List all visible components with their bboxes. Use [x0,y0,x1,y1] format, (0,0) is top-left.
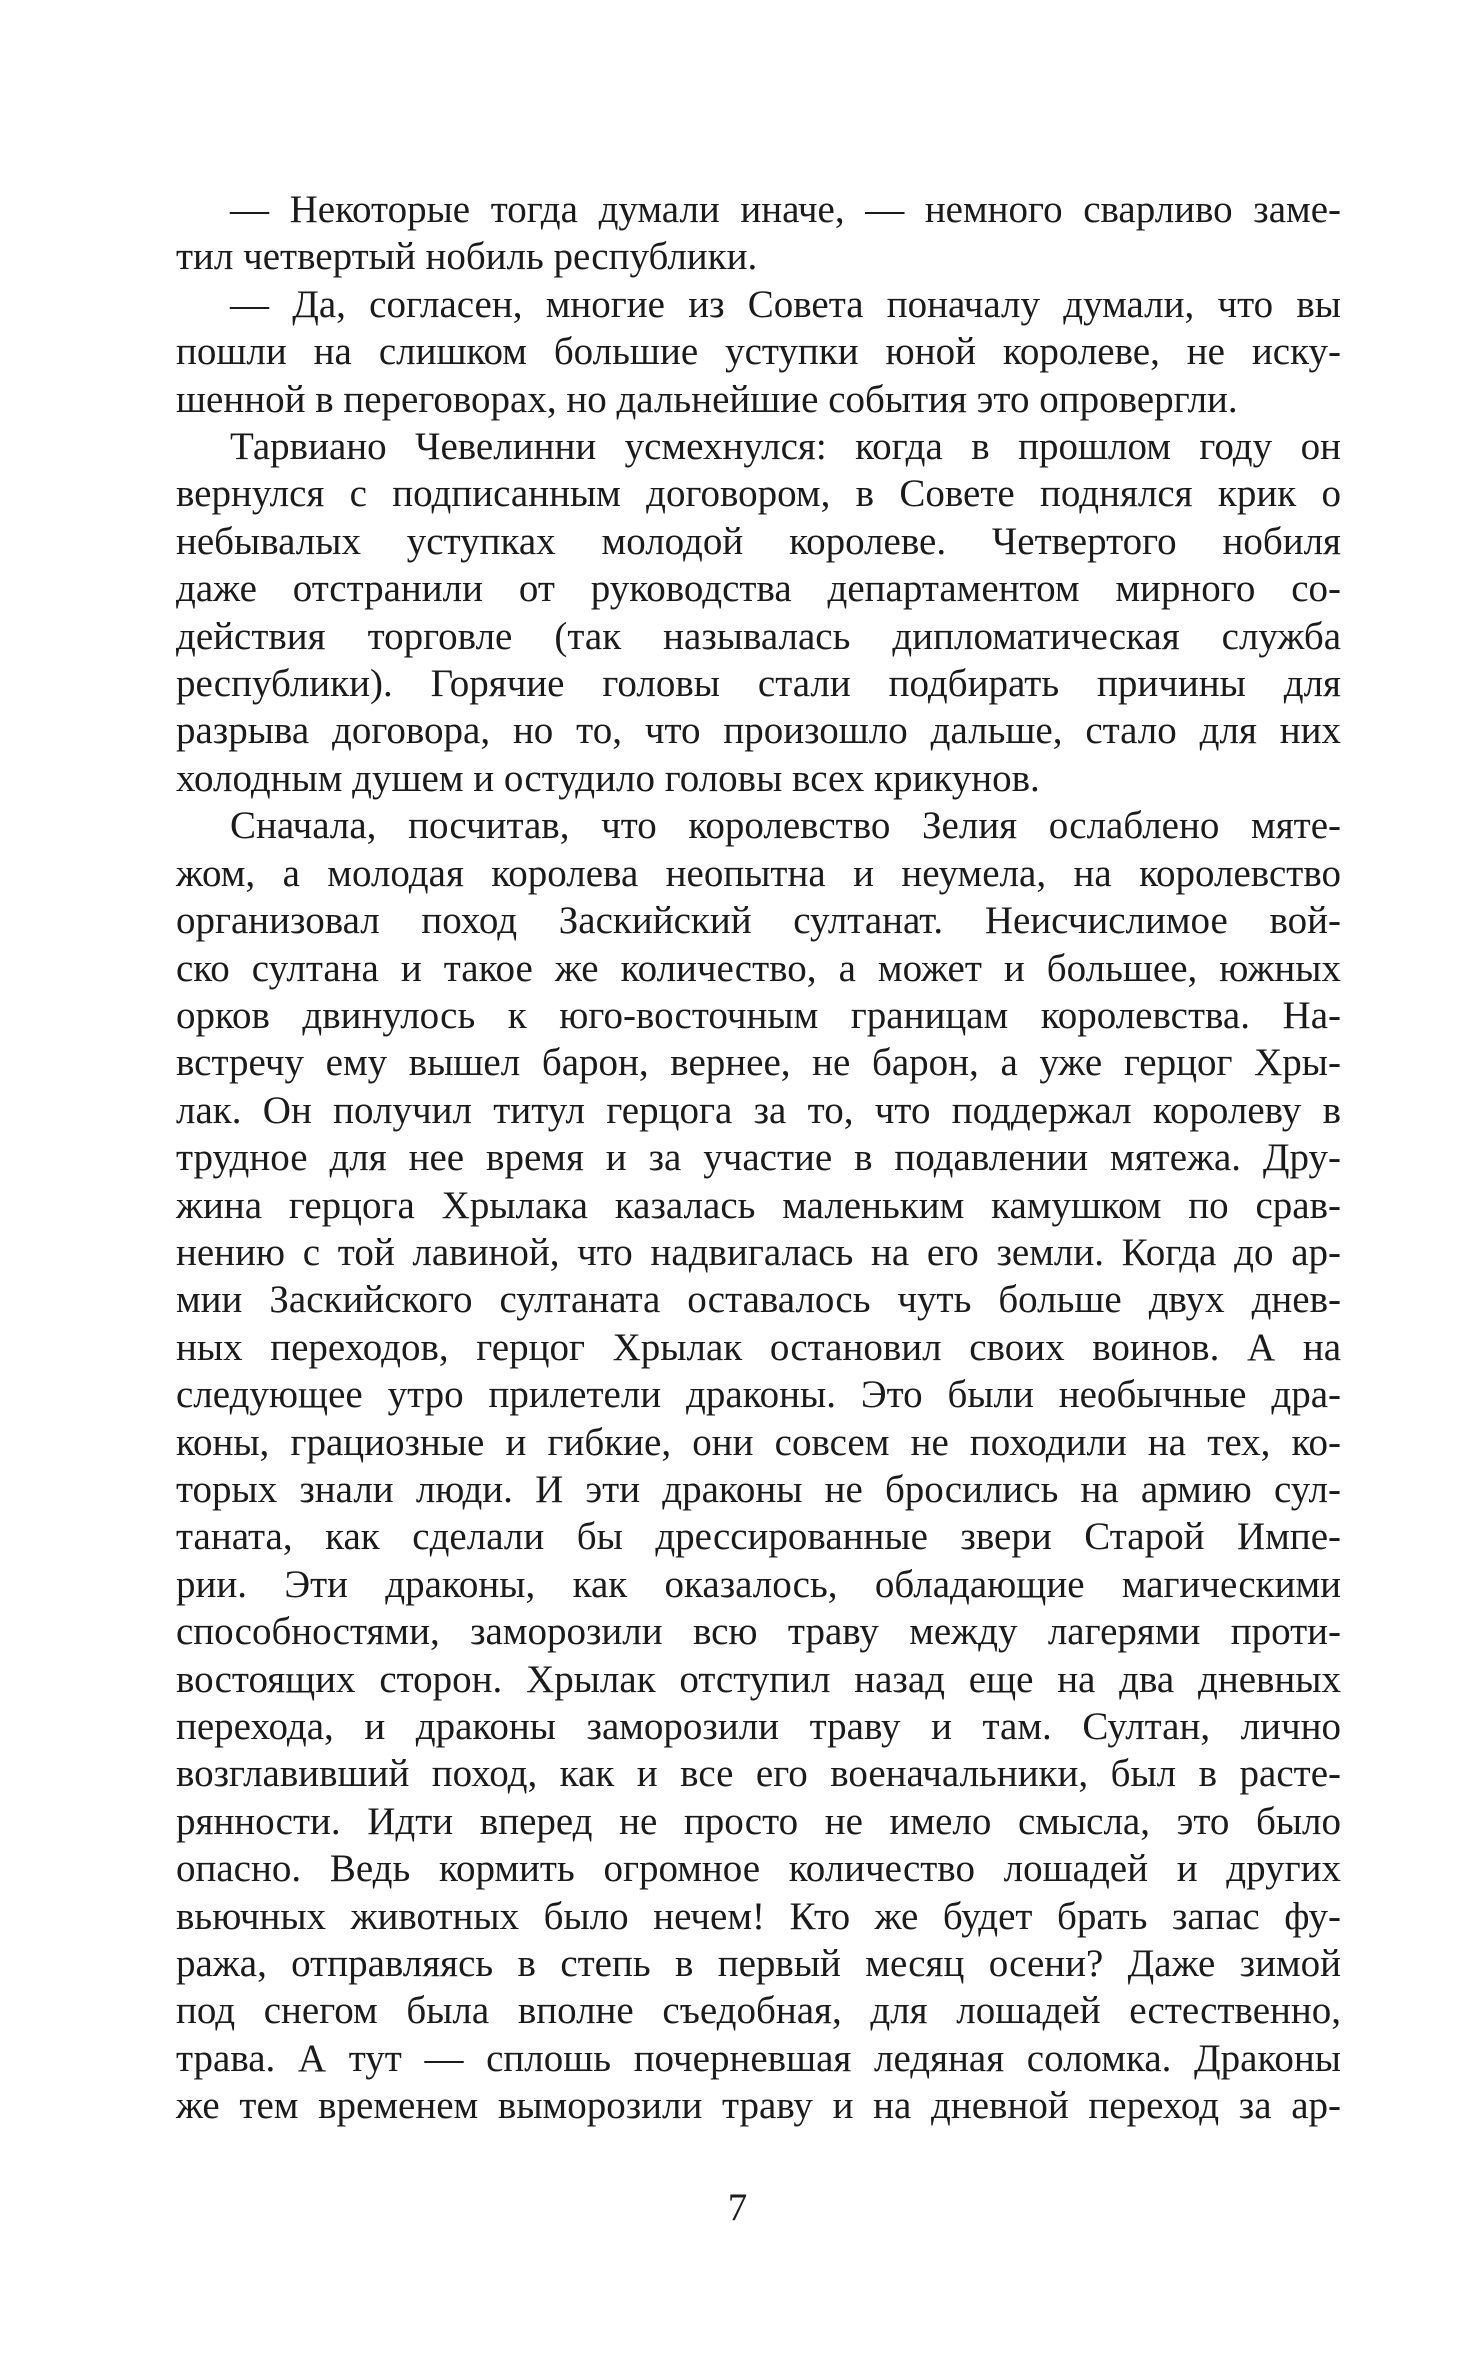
text-line: даже отстранили от руководства департаментом мирного со- [176,567,1341,611]
paragraph [176,186,1341,281]
paragraph [176,281,1341,423]
text-line: востоящих сторон. Хрылак отступил назад еще на два дневных [176,1657,1341,1701]
text-line: пошли на слишком большие уступки юной королеве, не иску- [176,330,1341,374]
text-line: организовал поход Заскийский султанат. Неисчислимое вой- [176,899,1341,943]
text-line: рянности. Идти вперед не просто не имело смысла, это было [176,1799,1341,1843]
text-line: республики). Горячие головы стали подбирать причины для [176,662,1341,706]
text-line: вернулся с подписанным договором, в Совете поднялся крик о [176,472,1341,516]
text-line: — Да, согласен, многие из Совета поначалу думали, что вы [230,282,1341,326]
text-line: трава. А тут — сплошь почерневшая ледяная соломка. Драконы [176,2036,1341,2080]
text-line: жина герцога Хрылака казалась маленьким камушком по срав- [176,1183,1341,1227]
text-line: действия торговле (так называлась дипломатическая служба [176,614,1341,658]
text-line: лак. Он получил титул герцога за то, что поддержал королеву в [176,1088,1341,1132]
text-line: трудное для нее время и за участие в подавлении мятежа. Дру- [176,1136,1341,1180]
text-line: ража, отправляясь в степь в первый месяц осени? Даже зимой [176,1942,1341,1986]
text-line: торых знали люди. И эти драконы не бросились на армию сул- [176,1467,1341,1511]
text-line: следующее утро прилетели драконы. Это были необычные дра- [176,1373,1341,1417]
text-line: же тем временем выморозили траву и на дневной переход за ар- [176,2084,1341,2128]
text-line: под снегом была вполне съедобная, для лошадей естественно, [176,1989,1341,2033]
text-line: таната, как сделали бы дрессированные звери Старой Импе- [176,1515,1341,1559]
text-line: шенной в переговорах, но дальнейшие события это опровергли. [176,377,1238,421]
page-number: 7 [727,2186,748,2229]
text-line: тил четвертый нобиль республики. [176,235,758,279]
text-line: Тарвиано Чевелинни усмехнулся: когда в прошлом году он [230,425,1341,469]
paragraph [176,423,1341,802]
text-line: — Некоторые тогда думали иначе, — немного сварливо заме- [230,188,1341,231]
text-line: перехода, и драконы заморозили траву и там. Султан, лично [176,1705,1341,1748]
text-line: вьючных животных было нечем! Кто же будет брать запас фу- [176,1894,1341,1938]
text-line: ных переходов, герцог Хрылак остановил своих воинов. А на [176,1325,1341,1369]
text-line: рии. Эти драконы, как оказалось, обладающие магическими [176,1562,1341,1606]
text-line: разрыва договора, но то, что произошло дальше, стало для них [176,709,1341,753]
text-line: возглавивший поход, как и все его военачальники, был в расте- [176,1752,1341,1796]
text-line: орков двинулось к юго-восточным границам королевства. На- [176,993,1341,1037]
text-line: способностями, заморозили всю траву между лагерями проти- [176,1610,1341,1654]
text-line: коны, грациозные и гибкие, они совсем не походили на тех, ко- [176,1420,1341,1464]
text-line: нению с той лавиной, что надвигалась на его земли. Когда до ар- [176,1230,1341,1274]
text-line: мии Заскийского султаната оставалось чуть больше двух днев- [176,1278,1341,1322]
text-line: встречу ему вышел барон, вернее, не барон, а уже герцог Хры- [176,1041,1341,1085]
paragraph [176,802,1341,2129]
text-line: ско султана и такое же количество, а может и большее, южных [176,946,1341,990]
text-line: опасно. Ведь кормить огромное количество лошадей и других [176,1847,1341,1891]
text-line: небывалых уступках молодой королеве. Четвертого нобиля [176,519,1341,563]
body-text [176,186,1341,2130]
text-line: жом, а молодая королева неопытна и неумела, на королевство [176,851,1341,895]
text-line: Сначала, посчитав, что королевство Зелия ослаблено мяте- [230,804,1341,848]
text-line: холодным душем и остудило головы всех крикунов. [176,756,1040,800]
